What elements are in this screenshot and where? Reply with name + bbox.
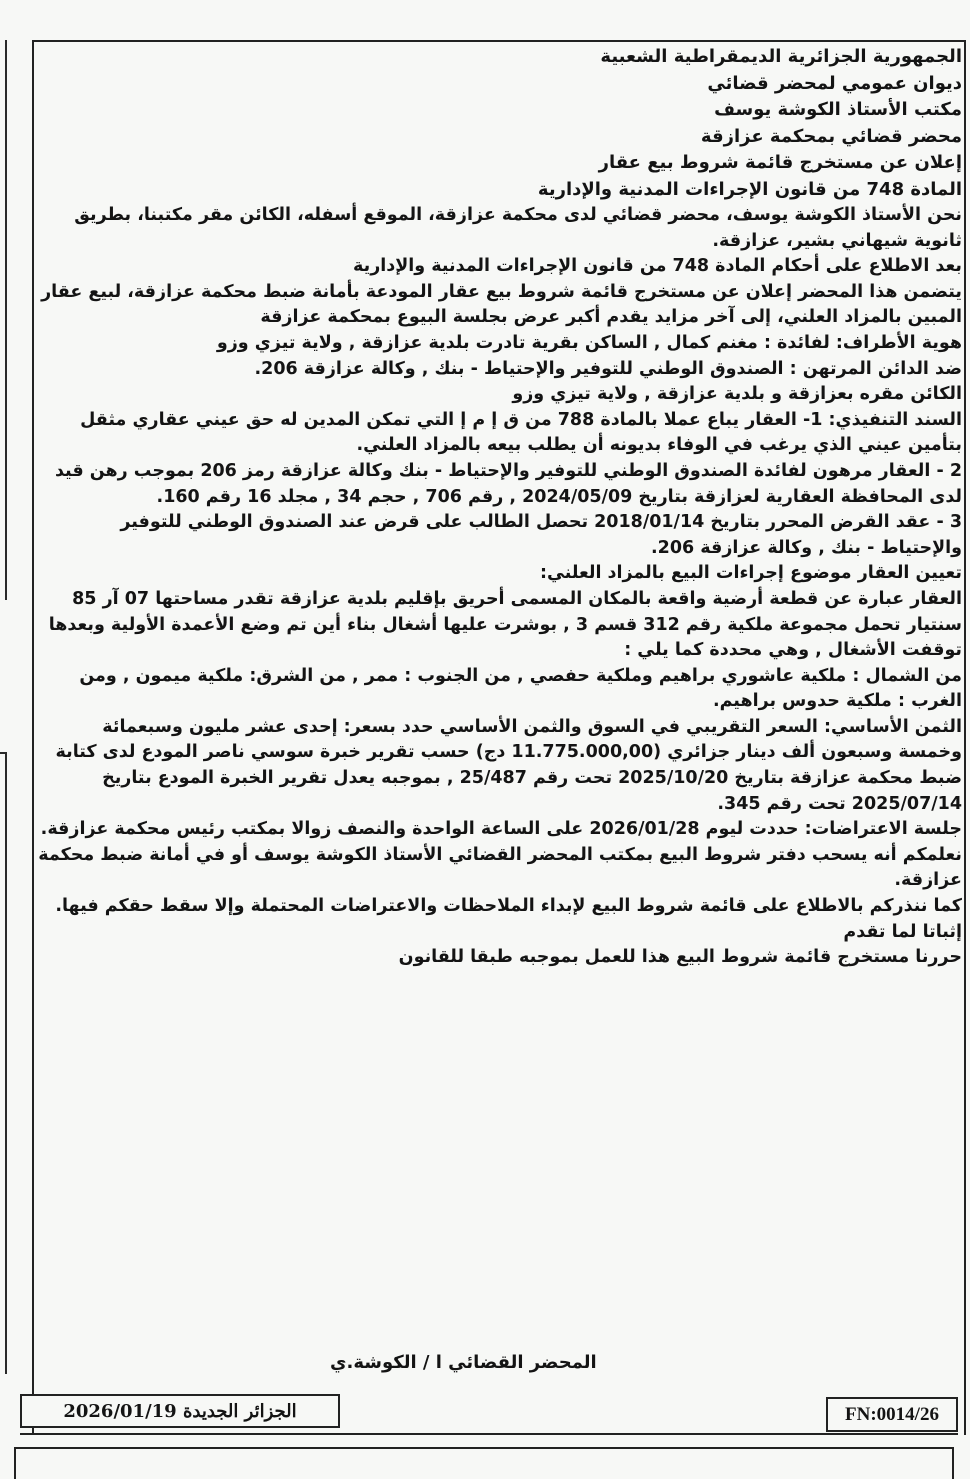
newspaper-date-box: الجزائر الجديدة 2026/01/19 [20, 1394, 340, 1428]
notice-bottom-rule [20, 1433, 958, 1435]
paragraph-closing: حررنا مستخرج قائمة شروط البيع هذا للعمل بموجبه طبقا للقانون [398, 947, 962, 968]
paragraph-inform: نعلمكم أنه يسحب دفتر شروط البيع بمكتب المحضر القضائي الأستاذ الكوشة يوسف أو في أمانة ضبط محكمة عزازقة. [38, 844, 962, 891]
paragraph-boundaries: من الشمال : ملكية عاشوري براهيم وملكية حفصي , من الجنوب : ممر , من الشرق: ملكية ميمون , ومن الغرب : ملكية حدوس براهيم. [79, 665, 962, 712]
paragraph-content: يتضمن هذا المحضر إعلان عن مستخرج قائمة شروط بيع عقار المودعة بأمانة ضبط محكمة عزازقة، لبيع عقار المبين بالمزاد العلني، إلى آخر مزايد يقدم أكبر عرض بجلسة البيوع بمحكمة عزازقة [41, 281, 962, 328]
paragraph-objections-session: جلسة الاعتراضات: حددت ليوم 2026/01/28 على الساعة الواحدة والنصف زوالا بمكتب رئيس محكمة عزازقة. [40, 819, 962, 840]
paragraph-base-price: الثمن الأساسي: السعر التقريبي في السوق والثمن الأساسي حدد بسعر: إحدى عشر مليون وسبعمائة وخمسة وسبعون ألف دينار جزائري (11.775.000,00 دج) حسب تقرير خبرة سوسي ناصر المودع لدى كتابة ضبط محكمة عزازقة بتاريخ 2025/10/20 تحت رقم 25/487 , بموجبه يعدل تقرير الخبرة المودع بتاريخ 2025/07/14 تحت رقم 345. [55, 716, 962, 814]
paragraph-creditor-address: الكائن مقره بعزازقة و بلدية عزازقة , ولاية تيزي وزو [512, 384, 962, 405]
paragraph-reference: بعد الاطلاع على أحكام المادة 748 من قانون الإجراءات المدنية والإدارية [353, 256, 962, 277]
header-bailiff-office: مكتب الأستاذ الكوشة يوسف [714, 99, 962, 120]
reference-number-box: FN:0014/26 [826, 1397, 958, 1432]
header-article: المادة 748 من قانون الإجراءات المدنية والإدارية [537, 178, 962, 200]
paragraph-intro: نحن الأستاذ الكوشة يوسف، محضر قضائي لدى محكمة عزازقة، الموقع أسفله، الكائن مقر مكتبنا، بطريق ثانوية شيهاني بشير، عزازقة. [74, 205, 962, 251]
header-notice-title: إعلان عن مستخرج قائمة شروط بيع عقار [598, 152, 962, 173]
header-office: ديوان عمومي لمحضر قضائي [707, 72, 962, 94]
notice-header [38, 44, 962, 203]
paragraph-warning: كما ننذركم بالاطلاع على قائمة شروط البيع لإبداء الملاحظات والاعتراضات المحتملة وإلا سقط حقكم فيها. [55, 896, 962, 917]
next-notice-box [14, 1447, 954, 1479]
adjacent-column-border-top [0, 40, 7, 600]
paragraph-creditor: ضد الدائن المرتهن : الصندوق الوطني للتوفير والإحتياط - بنك , وكالة عزازقة 206. [254, 358, 962, 379]
paragraph-parties: هوية الأطراف: لفائدة : مغنم كمال , الساكن بقرية تادرت بلدية عزازقة , ولاية تيزي وزو [216, 332, 962, 353]
legal-notice-body [38, 44, 962, 971]
paragraph-property-heading: تعيين العقار موضوع إجراءات البيع بالمزاد العلني: [540, 563, 962, 584]
paragraph-title-3: 3 - عقد القرض المحرر بتاريخ 2018/01/14 تحصل الطالب على قرض عند الصندوق الوطني للتوفير والإحتياط - بنك , وكالة عزازقة 206. [120, 512, 962, 558]
bailiff-signature: المحضر القضائي ا / الكوشة.ي [330, 1352, 597, 1373]
paragraph-title-1: السند التنفيذي: 1- العقار يباع عملا بالمادة 788 من ق إ م إ التي تمكن المدين له حق عيني عقاري مثقل بتأمين عيني الذي يرغب في الوفاء بديونه أن يطلب بيعه بالمزاد العلني. [80, 409, 962, 456]
header-republic: الجمهورية الجزائرية الديمقراطية الشعبية [600, 46, 962, 67]
paragraph-property-description: العقار عبارة عن قطعة أرضية واقعة بالمكان المسمى أحريق بإقليم بلدية عزازقة تقدر مساحتها 07 آر 85 سنتيار تحمل مجموعة ملكية رقم 312 قسم 3 , بوشرت عليها أشغال بناء أين تم وضع الأعمدة الأولية وبعدها توقفت الأشغال , وهي محددة كما يلي : [48, 588, 962, 661]
header-court: محضر قضائي بمحكمة عزازقة [700, 125, 962, 147]
paragraph-attestation: إثباتا لما تقدم [843, 921, 962, 942]
paragraph-title-2: 2 - العقار مرهون لفائدة الصندوق الوطني للتوفير والإحتياط - بنك وكالة عزازقة رمز 206 بموجب رهن قيد لدى المحافظة العقارية لعزازقة بتاريخ 2024/05/09 , رقم 706 , حجم 34 , مجلد 16 رقم 160. [54, 460, 962, 507]
adjacent-column-border-bottom [0, 752, 7, 1374]
